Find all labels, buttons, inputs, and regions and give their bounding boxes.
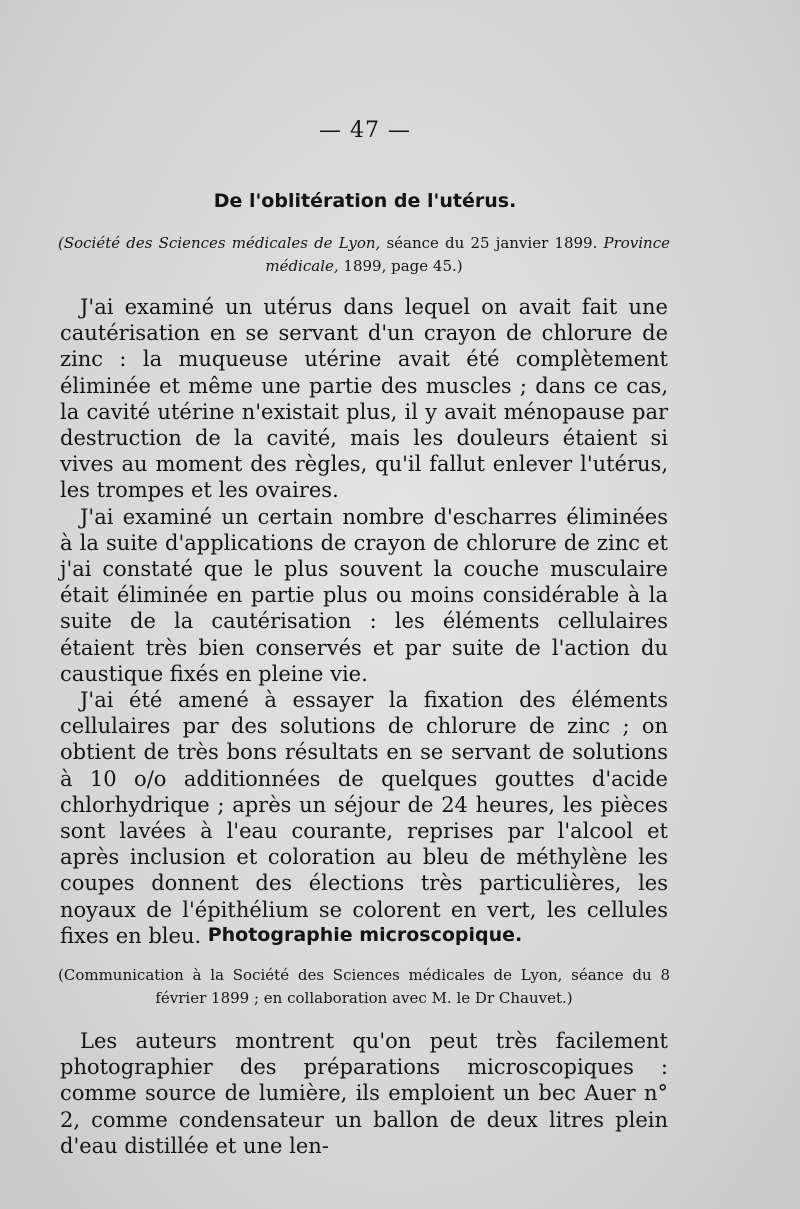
paragraph: J'ai examiné un certain nombre d'escharres éliminées à la suite d'applications de crayon de chlorure de zinc et j'ai constaté que le plus souvent la couche musculaire était éliminée en partie plus ou moins considérable à la suite de la cautérisation : les éléments cellulaires étaient très bien conservés et par suite de l'action du caustique fixés en pleine vie. (60, 504, 668, 686)
citation-session: séance du 25 janvier 1899. (380, 234, 604, 252)
section-title-obliteration: De l'oblitération de l'utérus. (213, 190, 517, 212)
section-title-photographie: Photographie microscopique. (207, 924, 523, 946)
paragraph: J'ai été amené à essayer la fixation des éléments cellulaires par des solutions de chlorure de zinc ; on obtient de très bons résultats en se servant de solutions à 10 o/o additionnées de quelques gouttes d'acide chlorhydrique ; après un séjour de 24 heures, les pièces sont lavées à l'eau courante, reprises par l'alcool et après inclusion et coloration au bleu de méthylène les coupes donnent des élections très particulières, les noyaux de l'épithélium se colorent en vert, les cellules fixes en bleu. (60, 688, 668, 948)
citation-society: (Société des Sciences médicales de Lyon, (58, 234, 381, 252)
paragraph: J'ai examiné un utérus dans lequel on avait fait une cautérisation en se servant d'un crayon de chlorure de zinc : la muqueuse utérine avait été complètement éliminée et même une partie des muscles ; dans ce cas, la cavité utérine n'existait plus, il y avait ménopause par destruction de la cavité, mais les douleurs étaient si vives au moment des règles, qu'il fallut enlever l'utérus, les trompes et les ovaires. (60, 295, 668, 503)
page-number: — 47 — (319, 118, 411, 143)
body-text-obliteration (60, 294, 668, 949)
paragraph: Les auteurs montrent qu'on peut très facilement photographier des préparations microscopiques : comme source de lumière, ils emploient un bec Auer n° 2, comme condensateur un ballon de deux litres plein d'eau distillée et une len- (60, 1029, 668, 1158)
citation-journal: Province médicale, (265, 234, 670, 275)
citation-obliteration (58, 232, 670, 278)
citation-page: 1899, page 45.) (338, 257, 463, 275)
citation-photographie: (Communication à la Société des Sciences médicales de Lyon, séance du 8 février 1899 ; en collaboration avec M. le Dr Chauvet.) (58, 966, 670, 1007)
body-text-photographie (60, 1028, 668, 1159)
